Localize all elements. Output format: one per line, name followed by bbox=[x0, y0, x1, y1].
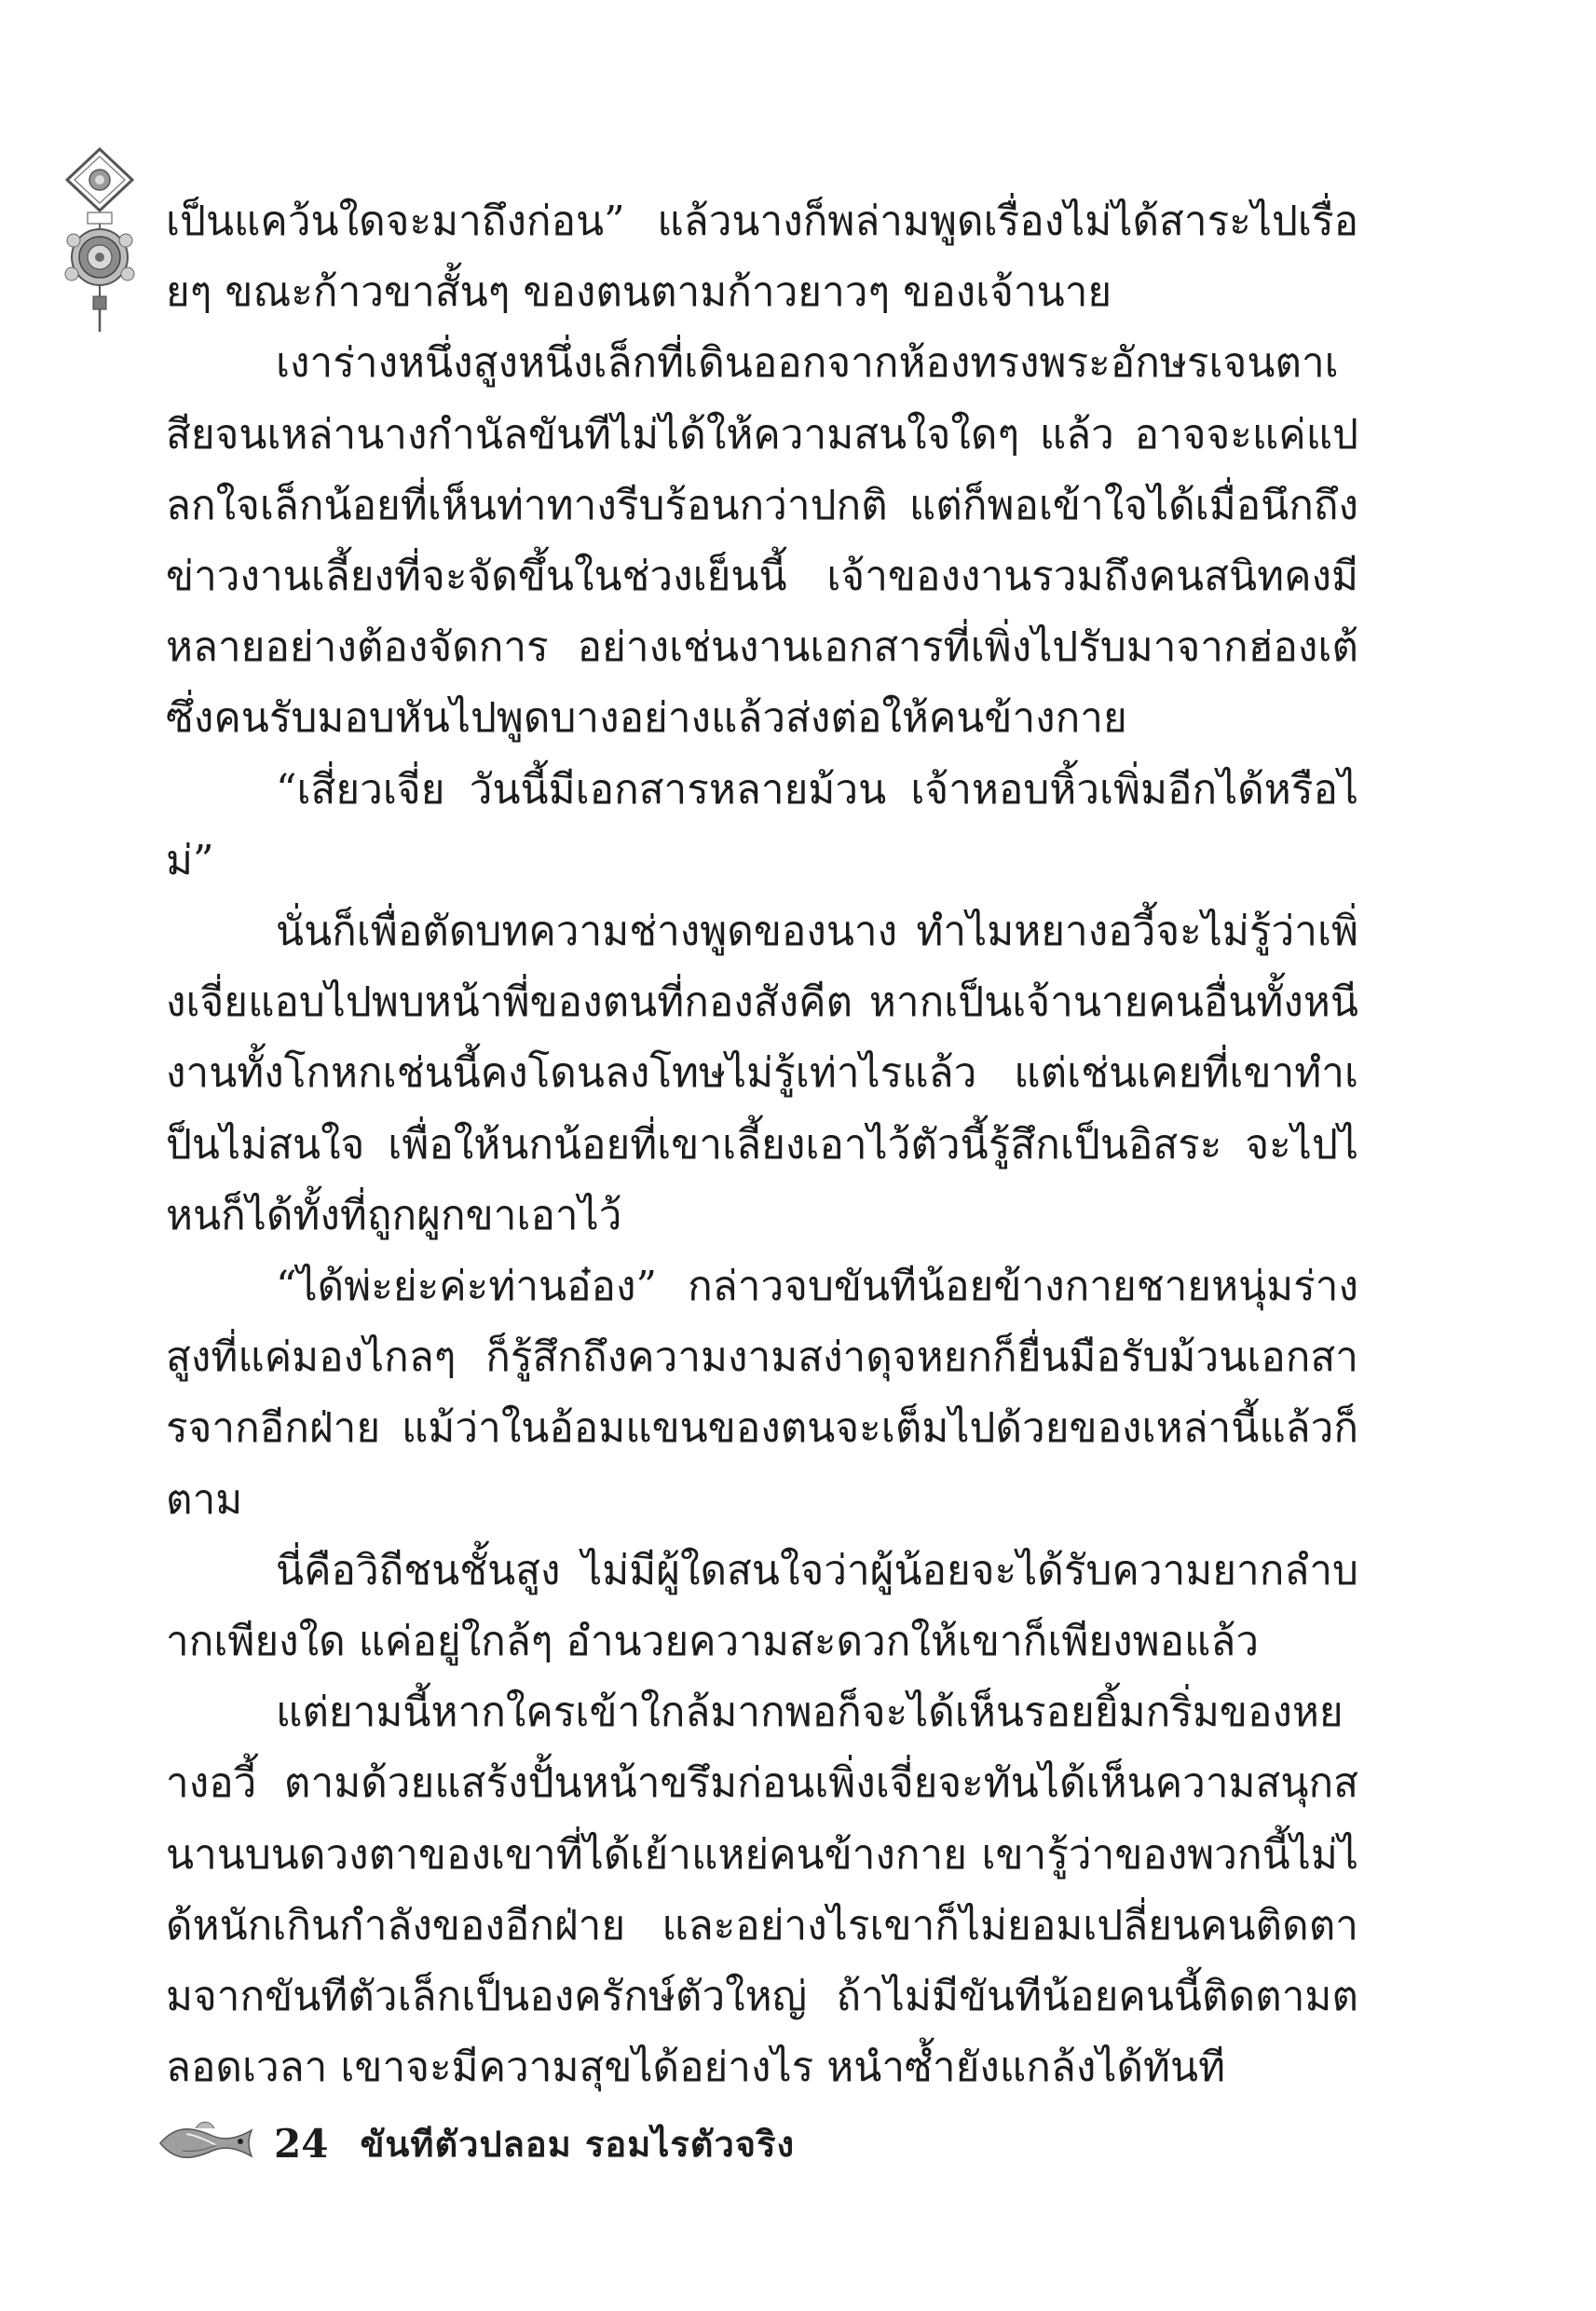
paragraph: “เสี่ยวเจี่ย วันนี้มีเอกสารหลายม้วน เจ้าหอบหิ้วเพิ่มอีกได้หรือไม่” bbox=[166, 765, 1358, 884]
paragraph: นี่คือวิถีชนชั้นสูง ไม่มีผู้ใดสนใจว่าผู้น้อยจะได้รับความยากลำบากเพียงใด แค่อยู่ใกล้ๆ อำนวยความสะดวกให้เขาก็เพียงพอแล้ว bbox=[166, 1546, 1358, 1666]
paragraph: เงาร่างหนึ่งสูงหนึ่งเล็กที่เดินออกจากห้องทรงพระอักษรเจนตาเสียจนเหล่านางกำนัลขันทีไม่ได้ให้ความสนใจใดๆ แล้ว อาจจะแค่แปลกใจเล็กน้อยที่เห็นท่าทางรีบร้อนกว่าปกติ แต่ก็พอเข้าใจได้เมื่อนึกถึงข่าวงานเลี้ยงที่จะจัดขึ้นในช่วงเย็นนี้ เจ้าของงานรวมถึงคนสนิทคงมีหลายอย่างต้องจัดการ อย่างเช่นงานเอกสารที่เพิ่งไปรับมาจากฮ่องเต้ ซึ่งคนรับมอบหันไปพูดบางอย่างแล้วส่งต่อให้คนข้างกาย bbox=[166, 339, 1358, 743]
body-text bbox=[166, 186, 1358, 2103]
page-number: 24 bbox=[274, 2120, 329, 2167]
paragraph: เป็นแคว้นใดจะมาถึงก่อน” แล้วนางก็พล่ามพูดเรื่องไม่ได้สาระไปเรื่อยๆ ขณะก้าวขาสั้นๆ ของตนตามก้าวยาวๆ ของเจ้านาย bbox=[166, 198, 1358, 317]
paragraph: “ได้พ่ะย่ะค่ะท่านอ๋อง” กล่าวจบขันทีน้อยข้างกายชายหนุ่มร่างสูงที่แค่มองไกลๆ ก็รู้สึกถึงความงามสง่าดุจหยกก็ยื่นมือรับม้วนเอกสารจากอีกฝ่าย แม้ว่าในอ้อมแขนของตนจะเต็มไปด้วยของเหล่านี้แล้วก็ตาม bbox=[166, 1263, 1358, 1524]
page-footer bbox=[158, 2111, 795, 2176]
paragraph: นั่นก็เพื่อตัดบทความช่างพูดของนาง ทำไมหยางอวี้จะไม่รู้ว่าเพิ่งเจี่ยแอบไปพบหน้าพี่ของตนที่กองสังคีต หากเป็นเจ้านายคนอื่นทั้งหนีงานทั้งโกหกเช่นนี้คงโดนลงโทษไม่รู้เท่าไรแล้ว แต่เช่นเคยที่เขาทำเป็นไม่สนใจ เพื่อให้นกน้อยที่เขาเลี้ยงเอาไว้ตัวนี้รู้สึกเป็นอิสระ จะไปไหนก็ได้ทั้งที่ถูกผูกขาเอาไว้ bbox=[166, 908, 1358, 1239]
book-title: ขันทีตัวปลอม รอมไรตัวจริง bbox=[360, 2123, 796, 2165]
hanging-chinese-ornament-icon bbox=[58, 147, 142, 334]
paragraph: แต่ยามนี้หากใครเข้าใกล้มากพอก็จะได้เห็นรอยยิ้มกริ่มของหยางอวี้ ตามด้วยแสร้งปั้นหน้าขรึมก่อนเพิ่งเจี่ยจะทันได้เห็นความสนุกสนานบนดวงตาของเขาที่ได้เย้าแหย่คนข้างกาย เขารู้ว่าของพวกนี้ไม่ได้หนักเกินกำลังของอีกฝ่าย และอย่างไรเขาก็ไม่ยอมเปลี่ยนคนติดตามจากขันทีตัวเล็กเป็นองครักษ์ตัวใหญ่ ถ้าไม่มีขันทีน้อยคนนี้ติดตามตลอดเวลา เขาจะมีความสุขได้อย่างไร หนำซ้ำยังแกล้งได้ทันที bbox=[166, 1689, 1358, 2092]
koi-fish-icon bbox=[158, 2115, 261, 2171]
